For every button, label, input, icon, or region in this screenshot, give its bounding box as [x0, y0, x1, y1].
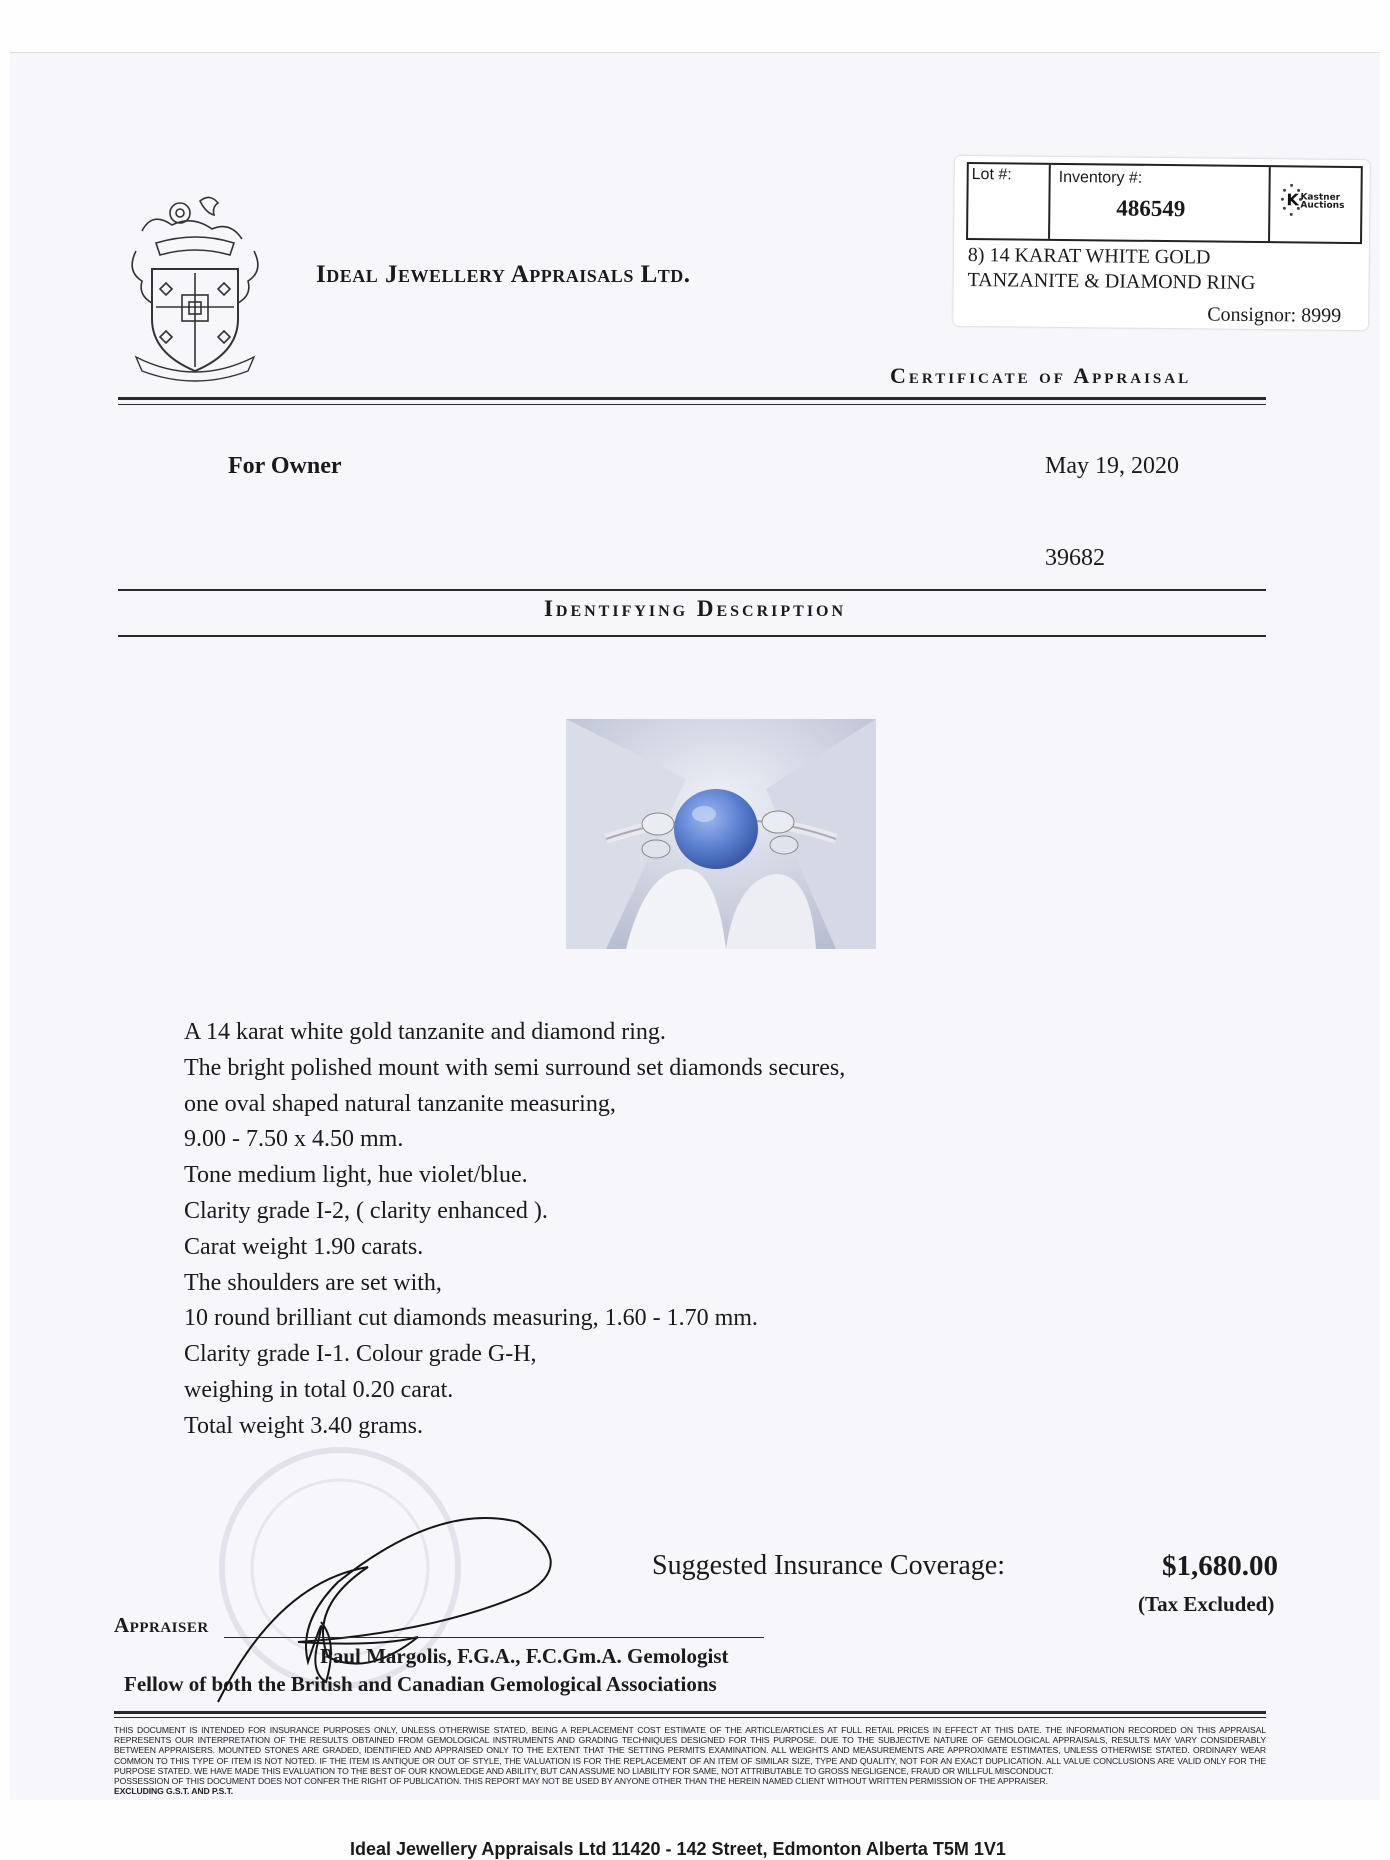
divider — [114, 1717, 1266, 1718]
lot-item-line1: 8) 14 KARAT WHITE GOLD — [967, 243, 1211, 269]
divider — [114, 1711, 1266, 1714]
description-line: 9.00 - 7.50 x 4.50 mm. — [184, 1126, 404, 1153]
description-line: The shoulders are set with, — [184, 1269, 442, 1296]
lot-table — [966, 162, 1363, 244]
appraiser-label: Appraiser — [114, 1613, 209, 1637]
divider — [118, 404, 1266, 405]
item-description — [184, 1015, 845, 1445]
owner-label: For Owner — [228, 453, 342, 479]
inventory-label: Inventory #: — [1058, 168, 1143, 187]
certificate-page — [10, 52, 1380, 1859]
disclaimer — [114, 1725, 1266, 1796]
tax-note: (Tax Excluded) — [1138, 1592, 1275, 1616]
auction-lot-label — [953, 156, 1370, 330]
appraisal-date: May 19, 2020 — [1045, 453, 1179, 479]
description-line: one oval shaped natural tanzanite measuring, — [184, 1090, 616, 1117]
certificate-number: 39682 — [1045, 545, 1105, 571]
signature-line — [224, 1637, 764, 1638]
tax-exclusion: EXCLUDING G.S.T. AND P.S.T. — [114, 1786, 234, 1797]
description-line: 10 round brilliant cut diamonds measuring, 1.60 - 1.70 mm. — [184, 1305, 758, 1332]
ring-photo — [566, 719, 876, 949]
insurance-label: Suggested Insurance Coverage: — [652, 1550, 1005, 1581]
description-line: Total weight 3.40 grams. — [184, 1412, 423, 1439]
auction-logo-cell — [1270, 167, 1361, 242]
lot-item-line2: TANZANITE & DIAMOND RING — [967, 268, 1256, 294]
insurance-value: $1,680.00 — [1162, 1550, 1278, 1582]
auction-logo — [1280, 177, 1346, 226]
footer-address: Ideal Jewellery Appraisals Ltd 11420 - 142 Street, Edmonton Alberta T5M 1V1 — [350, 1839, 1006, 1859]
svg-text:K: K — [1286, 190, 1299, 210]
description-line: The bright polished mount with semi surround set diamonds secures, — [184, 1054, 846, 1081]
divider — [118, 635, 1266, 637]
divider — [118, 589, 1266, 591]
description-line: Tone medium light, hue violet/blue. — [184, 1162, 528, 1189]
coat-of-arms-icon — [122, 191, 268, 383]
appraiser-fellowship: Fellow of both the British and Canadian Gemological Associations — [124, 1672, 717, 1696]
disclaimer-text2: POSSESSION OF THIS DOCUMENT DOES NOT CONFER THE RIGHT OF PUBLICATION. THIS REPORT MAY NOT BE USED BY ANYONE OTHER THAN THE HEREIN NAMED CLIENT WITHOUT WRITTEN PERMISSION OF THE APPRAISER. — [114, 1776, 1048, 1787]
divider — [118, 397, 1266, 400]
description-line: Carat weight 1.90 carats. — [184, 1233, 424, 1260]
description-line: weighing in total 0.20 carat. — [184, 1376, 454, 1403]
lot-cell — [968, 164, 1051, 239]
description-line: Clarity grade I-2, ( clarity enhanced ). — [184, 1197, 548, 1224]
disclaimer-text: THIS DOCUMENT IS INTENDED FOR INSURANCE PURPOSES ONLY, UNLESS OTHERWISE STATED, BEING A REPLACEMENT COST ESTIMATE OF THE ARTICLE/ARTICLES AT FULL RETAIL PRICES IN EFFECT AT THIS DATE. THE INFORMATION RECORDED ON THIS APPRAISAL REPRESENTS OUR INTERPRETATION OF THE RESULTS OBTAINED FROM GEMOLOGICAL INSTRUMENTS AND GRADING TECHNIQUES DESIGNED FOR THIS PURPOSE. DUE TO THE SUBJECTIVE NATURE OF GEMOLOGICAL APPRAISALS, RESULTS MAY VARY CONSIDERABLY BETWEEN APPRAISERS. MOUNTED STONES ARE GRADED, IDENTIFIED AND APPRAISED ONLY TO THE EXTENT THAT THE SETTING PERMITS EXAMINATION. ALL WEIGHTS AND MEASUREMENTS ARE APPROXIMATE ESTIMATES, UNLESS OTHERWISE STATED. ORDINARY WEAR COMMON TO THIS TYPE OF ITEM IS NOT NOTED. IF THE ITEM IS ANTIQUE OR OUT OF STYLE, THE VALUATION IS FOR THE REPLACEMENT OF AN ITEM OF SIMILAR SIZE, TYPE AND QUALITY, NOT FOR AN EXACT DUPLICATION. ALL VALUE CONCLUSIONS ARE VALID ONLY FOR THE PURPOSE STATED. WE HAVE MADE THIS EVALUATION TO THE BEST OF OUR KNOWLEDGE AND ABILITY, BUT CAN ASSUME NO LIABILITY FOR SAME, NOT ATTRIBUTABLE TO GROSS NEGLIGENCE, FRAUD OR WILLFUL MISCONDUCT. — [114, 1725, 1266, 1776]
description-line: A 14 karat white gold tanzanite and diamond ring. — [184, 1019, 666, 1045]
lot-label: Lot #: — [971, 166, 1012, 184]
auction-logo-icon — [1280, 181, 1302, 221]
auction-logo-text: Kastner Auctions — [1300, 192, 1345, 211]
company-name: Ideal Jewellery Appraisals Ltd. — [316, 261, 691, 288]
section-title: Identifying Description — [543, 596, 847, 621]
inventory-number: 486549 — [1116, 195, 1186, 222]
appraiser-name: Paul Margolis, F.G.A., F.C.Gm.A. Gemologist — [320, 1644, 729, 1668]
consignor: Consignor: 8999 — [1207, 303, 1342, 327]
description-line: Clarity grade I-1. Colour grade G-H, — [184, 1341, 537, 1368]
inventory-cell — [1050, 165, 1271, 241]
certificate-title: Certificate of Appraisal — [890, 363, 1192, 388]
